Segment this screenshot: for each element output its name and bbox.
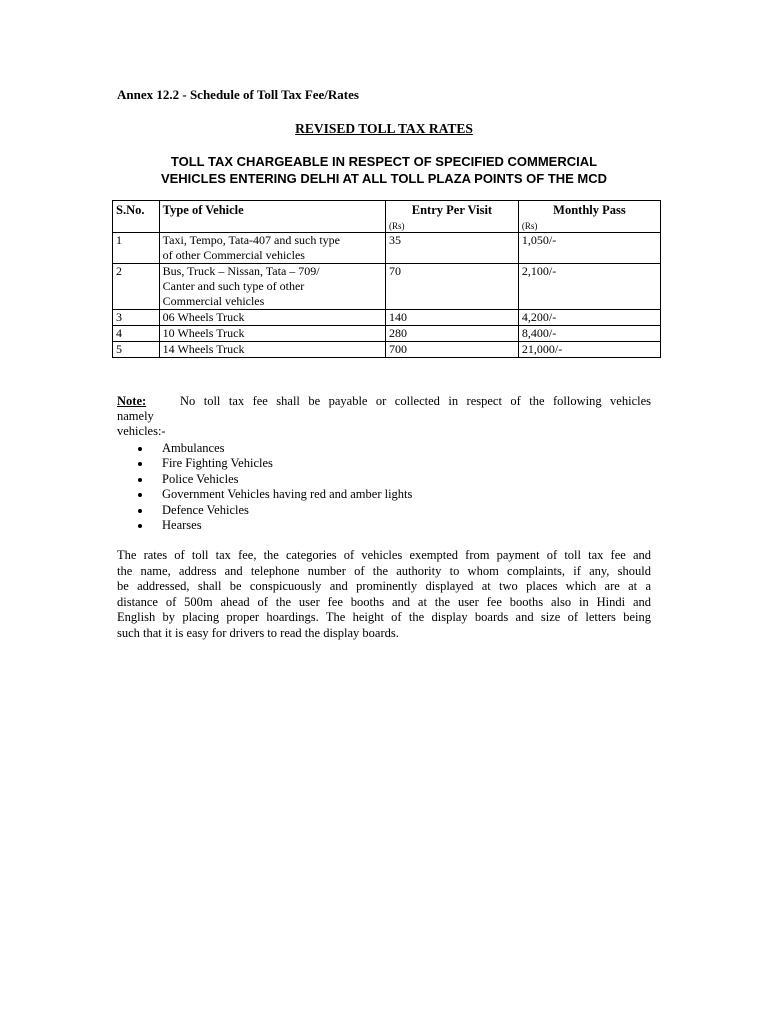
table-row [113,342,661,358]
cell-type: 14 Wheels Truck [159,342,385,358]
toll-rates-table [112,200,661,358]
revised-title: REVISED TOLL TAX RATES [295,121,473,136]
header-type: Type of Vehicle [159,201,385,233]
bullet-icon [138,478,142,482]
list-item: Government Vehicles having red and amber lights [138,487,412,502]
cell-entry: 140 [385,310,518,326]
cell-type: 10 Wheels Truck [159,326,385,342]
cell-type: 06 Wheels Truck [159,310,385,326]
cell-entry: 70 [385,264,518,310]
header-monthly: Monthly Pass (Rs) [518,201,660,233]
cell-entry: 700 [385,342,518,358]
heading-line: TOLL TAX CHARGEABLE IN RESPECT OF SPECIFIED COMMERCIAL [170,154,598,169]
paragraph-line: be addressed, shall be conspicuously and prominently displayed at two places which are at a [117,579,651,594]
cell-sno: 4 [113,326,160,342]
annex-title: Annex 12.2 - Schedule of Toll Tax Fee/Rates [117,87,359,102]
display-requirements-paragraph [117,548,651,642]
bullet-icon [138,524,142,528]
note-block [117,394,651,439]
list-item: Ambulances [138,441,412,456]
cell-sno: 5 [113,342,160,358]
table-row [113,310,661,326]
list-item: Defence Vehicles [138,503,412,518]
header-entry: Entry Per Visit (Rs) [385,201,518,233]
cell-sno: 3 [113,310,160,326]
paragraph-line: English by placing proper hoardings. The height of the display boards and size of letters being [117,610,651,625]
note-first-line [117,394,651,409]
bullet-icon [138,447,142,451]
cell-monthly: 21,000/- [518,342,660,358]
paragraph-line: the name, address and telephone number of the authority to whom complaints, if any, should [117,563,651,578]
table-row [113,326,661,342]
table-header-row [113,201,661,233]
heading-line: VEHICLES ENTERING DELHI AT ALL TOLL PLAZA POINTS OF THE MCD [160,170,608,186]
exempt-vehicles-list [138,441,412,533]
note-label: Note: [117,394,147,408]
table-row [113,233,661,264]
note-text: No toll tax fee shall be payable or collected in respect of the following vehicles [179,394,652,408]
list-item: Fire Fighting Vehicles [138,456,412,471]
note-third-line: vehicles:- [117,424,166,438]
table-heading [100,154,668,187]
cell-monthly: 4,200/- [518,310,660,326]
list-item: Hearses [138,518,412,533]
cell-sno: 2 [113,264,160,310]
bullet-icon [138,509,142,513]
paragraph-line: such that it is easy for drivers to read the display boards. [117,625,399,640]
entry-unit: (Rs) [388,221,405,231]
cell-type: Bus, Truck – Nissan, Tata – 709/ Canter and such type of other Commercial vehicles [159,264,385,310]
monthly-unit: (Rs) [521,221,538,231]
bullet-icon [138,493,142,497]
list-item: Police Vehicles [138,472,412,487]
cell-entry: 280 [385,326,518,342]
cell-monthly: 1,050/- [518,233,660,264]
cell-monthly: 8,400/- [518,326,660,342]
cell-monthly: 2,100/- [518,264,660,310]
paragraph-line: The rates of toll tax fee, the categories of vehicles exempted from payment of toll tax fee and [117,548,651,562]
note-second-line: namely [117,409,154,423]
paragraph-line: distance of 500m ahead of the user fee booths and at the user fee booths also in Hindi and [117,594,651,609]
cell-sno: 1 [113,233,160,264]
cell-entry: 35 [385,233,518,264]
table-row [113,264,661,310]
bullet-icon [138,462,142,466]
cell-type: Taxi, Tempo, Tata-407 and such type of other Commercial vehicles [159,233,385,264]
header-sno: S.No. [113,201,160,233]
